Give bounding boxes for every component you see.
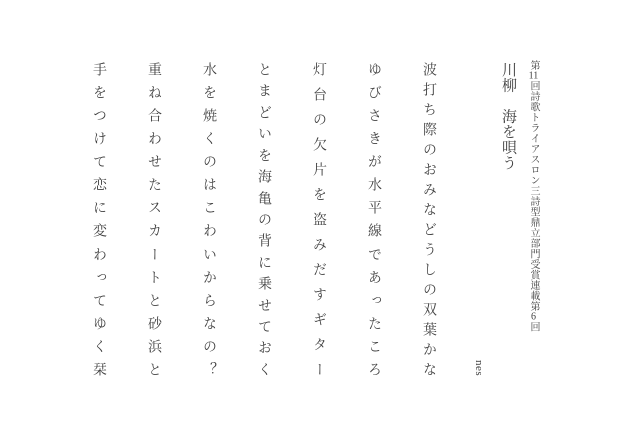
- poem-line-7: 手 を つ け て 恋 に 変 わ っ て ゆ く 栞: [91, 62, 106, 376]
- author-name: nes: [473, 359, 485, 376]
- poem-line-1: 波 打 ち 際 の お み な ど う し の 双 葉 か な: [421, 62, 436, 376]
- poem-line-2: ゆ び さ き が 水 平 線 で あ っ た こ ろ: [366, 62, 381, 376]
- series-credit: 第11回詩歌トライアスロン三詩型鼎立部門受賞連載第6回: [528, 60, 539, 332]
- poem-line-6: 重 ね 合 わ せ た ス カ ー ト と 砂 浜 と: [146, 62, 161, 376]
- poem-title: 川柳 海を唄う: [500, 62, 516, 171]
- poem-line-4: と ま ど い を 海 亀 の 背 に 乗 せ て お く: [256, 62, 271, 376]
- poem-line-3: 灯 台 の 欠 片 を 盗 み だ す ギ タ ー: [311, 62, 326, 376]
- poem-line-5: 水 を 焼 く の は こ わ い か ら な の ？: [201, 62, 216, 376]
